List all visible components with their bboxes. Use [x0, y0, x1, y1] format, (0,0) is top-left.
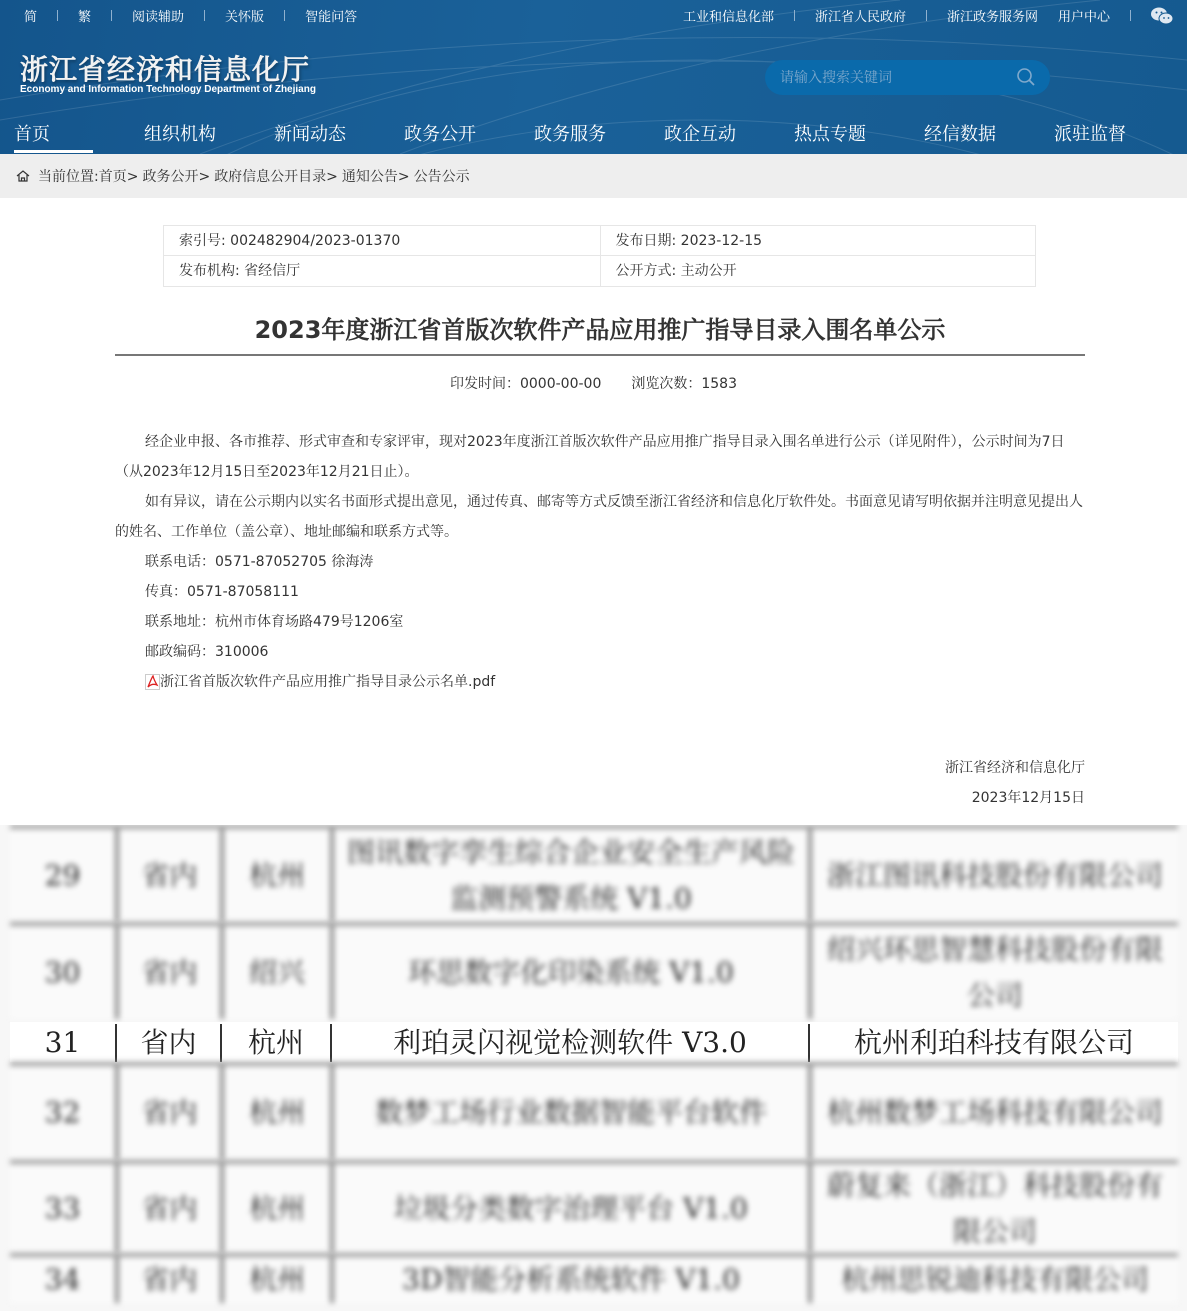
nav-interaction[interactable]: 政企互动	[664, 124, 736, 145]
table-row	[10, 1022, 1178, 1062]
table-cell-product: 环思数字化印染系统 V1.0	[330, 926, 808, 1019]
disclosure-method: 公开方式: 主动公开	[600, 256, 1036, 286]
reading-aid-link[interactable]: 阅读辅助	[132, 10, 185, 25]
table-cell-city: 杭州	[220, 1257, 330, 1303]
article-stats	[0, 373, 1187, 393]
pdf-icon	[145, 674, 160, 690]
breadcrumb-announcements[interactable]: 公告公示	[413, 169, 470, 185]
table-cell-product: 利珀灵闪视觉检测软件 V3.0	[330, 1024, 808, 1062]
simplified-link[interactable]: 简	[24, 10, 38, 25]
table-cell-scope: 省内	[115, 829, 220, 922]
nav-organization[interactable]: 组织机构	[144, 124, 216, 145]
breadcrumb-directory[interactable]: 政府信息公开目录>	[214, 169, 338, 185]
care-version-link[interactable]: 关怀版	[225, 10, 265, 25]
table-cell-no: 30	[44, 955, 81, 989]
nav-news[interactable]: 新闻动态	[274, 124, 346, 145]
table-cell-city: 杭州	[220, 829, 330, 922]
signature-org: 浙江省经济和信息化厅	[945, 760, 1085, 776]
table-cell-no: 33	[44, 1191, 81, 1225]
publisher: 发布机构: 省经信厅	[179, 263, 301, 279]
zj-gov-link[interactable]: 浙江省人民政府	[814, 10, 906, 25]
search-icon[interactable]	[1016, 67, 1036, 87]
print-time: 印发时间：0000-00-00	[449, 376, 602, 392]
contact-phone: 联系电话：0571-87052705 徐海涛	[145, 554, 374, 570]
breadcrumb	[0, 154, 1187, 198]
table-cell-product: 垃圾分类数字治理平台 V1.0	[330, 1164, 808, 1253]
main-nav	[0, 120, 1187, 154]
breadcrumb-gov-affairs[interactable]: 政务公开>	[142, 169, 211, 185]
table-cell-scope: 省内	[115, 1164, 220, 1253]
table-cell-no: 29	[44, 858, 81, 892]
index-number: 索引号: 002482904/2023-01370	[179, 233, 401, 249]
table-cell-company: 蔚复来（浙江）科技股份有限公司	[808, 1164, 1178, 1253]
search-input[interactable]	[780, 70, 1010, 86]
paragraph: 经企业申报、各市推荐、形式审查和专家评审，现对2023年度浙江首版次软件产品应用推广指导目录入围名单进行公示（详见附件），公示时间为7日（从2023年12月15日至2023年12月21日止）。	[115, 434, 1065, 480]
postal-code: 邮政编码：310006	[145, 644, 269, 660]
site-logo-subtitle: Economy and Information Technology Department of Zhejiang	[20, 84, 316, 95]
nav-data[interactable]: 经信数据	[924, 124, 996, 145]
attachment-name[interactable]: 浙江省首版次软件产品应用推广指导目录公示名单.pdf	[160, 674, 496, 690]
smart-qa-link[interactable]: 智能问答	[305, 10, 358, 25]
breadcrumb-notices[interactable]: 通知公告>	[341, 169, 410, 185]
contact-address: 联系地址：杭州市体育场路479号1206室	[145, 614, 404, 630]
table-cell-scope: 省内	[115, 1024, 220, 1062]
table-row	[10, 825, 1178, 922]
table-cell-company: 杭州思锐迪科技有限公司	[808, 1257, 1178, 1303]
table-cell-company: 杭州利珀科技有限公司	[808, 1024, 1178, 1062]
table-cell-no: 32	[44, 1096, 81, 1129]
table-row	[10, 1062, 1178, 1160]
site-header	[0, 0, 1187, 154]
article-body	[115, 427, 1085, 697]
table-cell-city: 绍兴	[220, 926, 330, 1019]
traditional-link[interactable]: 繁	[78, 10, 92, 25]
table-cell-city: 杭州	[220, 1066, 330, 1160]
nav-home[interactable]: 首页	[14, 120, 50, 154]
table-cell-product: 数梦工场行业数据智能平台软件	[330, 1066, 808, 1160]
nav-gov-services[interactable]: 政务服务	[534, 124, 606, 145]
table-cell-scope: 省内	[115, 926, 220, 1019]
view-count: 浏览次数：1583	[631, 376, 737, 392]
signature-date: 2023年12月15日	[971, 790, 1085, 806]
table-cell-no: 34	[44, 1263, 81, 1296]
table-cell-company: 杭州数梦工场科技有限公司	[808, 1066, 1178, 1160]
home-icon	[16, 170, 30, 182]
zj-service-link[interactable]: 浙江政务服务网	[946, 10, 1038, 25]
paragraph: 如有异议，请在公示期内以实名书面形式提出意见，通过传真、邮寄等方式反馈至浙江省经济和信息化厅软件处。书面意见请写明依据并注明意见提出人的姓名、工作单位（盖公章）、地址邮编和联系方式等。	[115, 494, 1083, 540]
nav-hot-topics[interactable]: 热点专题	[794, 124, 866, 145]
search-box	[765, 60, 1050, 95]
table-row	[10, 922, 1178, 1019]
breadcrumb-home[interactable]: 首页>	[98, 169, 139, 185]
article-title: 2023年度浙江省首版次软件产品应用推广指导目录入围名单公示	[254, 316, 946, 344]
table-row	[10, 1253, 1178, 1303]
table-row	[10, 1160, 1178, 1253]
nav-supervision[interactable]: 派驻监督	[1054, 124, 1126, 145]
table-cell-company: 浙江图讯科技股份有限公司	[808, 829, 1178, 922]
user-center-link[interactable]: 用户中心	[1057, 10, 1110, 25]
top-left-links	[24, 6, 357, 25]
table-cell-city: 杭州	[220, 1024, 330, 1062]
contact-fax: 传真：0571-87058111	[145, 584, 299, 600]
title-divider	[115, 354, 1085, 356]
table-cell-company: 绍兴环思智慧科技股份有限公司	[808, 926, 1178, 1019]
article-meta-table	[163, 225, 1036, 287]
table-cell-no: 31	[44, 1026, 81, 1059]
breadcrumb-label: 当前位置:	[38, 169, 99, 185]
table-cell-product: 图讯数字孪生综合企业安全生产风险监测预警系统 V1.0	[330, 829, 808, 922]
table-cell-city: 杭州	[220, 1164, 330, 1253]
publish-date: 发布日期: 2023-12-15	[600, 226, 1036, 255]
table-cell-scope: 省内	[115, 1066, 220, 1160]
attachment-table-image	[0, 825, 1187, 1311]
attachment-link[interactable]	[115, 667, 1085, 697]
wechat-icon[interactable]	[1151, 7, 1173, 25]
top-right-links	[683, 6, 1173, 25]
miit-link[interactable]: 工业和信息化部	[682, 10, 774, 25]
site-logo-title[interactable]: 浙江省经济和信息化厅	[20, 53, 311, 86]
table-cell-scope: 省内	[115, 1257, 220, 1303]
nav-gov-affairs[interactable]: 政务公开	[404, 124, 476, 145]
table-cell-product: 3D智能分析系统软件 V1.0	[330, 1257, 808, 1303]
